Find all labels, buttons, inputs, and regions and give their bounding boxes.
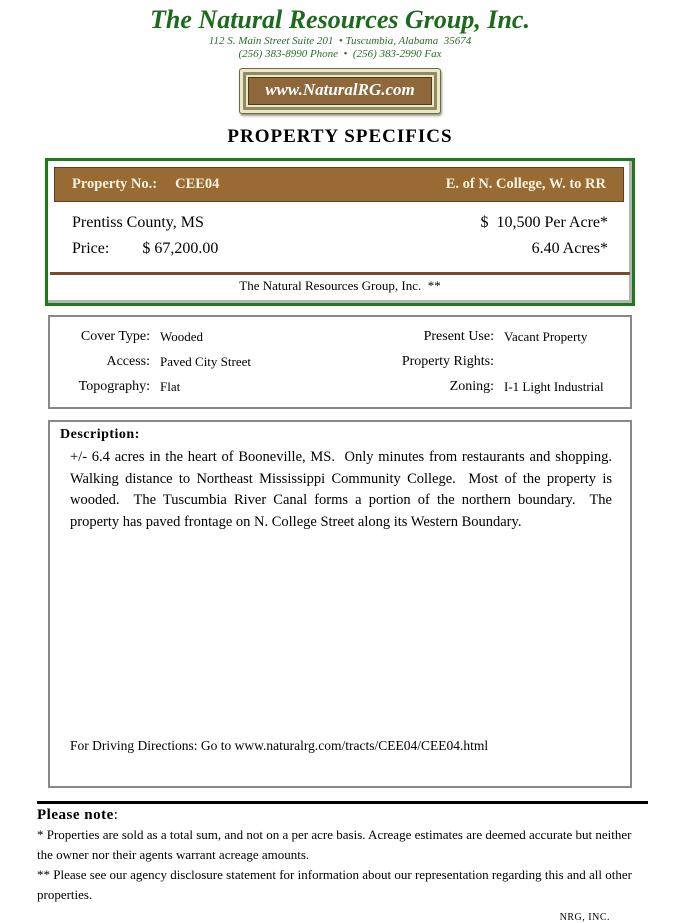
description-spacer [60, 533, 620, 738]
property-number-label: Property No.: [72, 176, 158, 192]
price-group [72, 236, 218, 262]
property-detail-rows [48, 202, 632, 266]
property-rights-label: Property Rights: [401, 354, 494, 369]
letterhead [0, 0, 680, 114]
driving-directions: For Driving Directions: Go to www.naturalrg.com/tracts/CEE04/CEE04.html [70, 738, 489, 753]
property-number-group [72, 176, 219, 193]
website-badge[interactable] [239, 68, 441, 114]
company-address: 112 S. Main Street Suite 201 • Tuscumbia, Alabama 35674 [208, 35, 472, 47]
note-double-asterisk: ** Please see our agency disclosure statement for information about our representation regarding this and all other properties. [37, 867, 632, 902]
per-acre-value: $ 10,500 Per Acre* [480, 214, 608, 231]
notes-heading [37, 807, 648, 824]
company-phone-fax: (256) 383-8990 Phone • (256) 383-2990 Fax [238, 48, 442, 60]
present-use-label: Present Use: [423, 329, 494, 344]
website-badge-wrap [0, 68, 680, 114]
notes-heading-colon: : [113, 807, 119, 823]
cover-type-label: Cover Type: [80, 329, 150, 344]
zoning-label: Zoning: [449, 379, 494, 394]
attributes-grid [58, 326, 622, 398]
access-label: Access: [106, 354, 150, 369]
notes-section [37, 801, 648, 923]
county-value: Prentiss County, MS [72, 214, 204, 231]
acres-value: 6.40 Acres* [531, 240, 608, 257]
property-box-footer: The Natural Resources Group, Inc. ** [239, 278, 441, 293]
access-value: Paved City Street [160, 354, 251, 369]
company-name: The Natural Resources Group, Inc. [150, 5, 530, 34]
description-text: +/- 6.4 acres in the heart of Booneville, MS. Only minutes from restaurants and shopping. Walking distance to Northeast Mississippi Community College. Most of the property is wooded. The Tuscumbia River Canal forms a portion of the northern boundary. The property has paved frontage on N. College Street along its Western Boundary. [70, 449, 620, 530]
cover-type-value: Wooded [160, 329, 203, 344]
brown-divider [50, 272, 630, 275]
description-box [48, 420, 632, 788]
property-location: E. of N. College, W. to RR [445, 176, 606, 192]
description-heading: Description: [60, 427, 140, 442]
website-badge-frame [243, 72, 437, 110]
property-row-county [72, 210, 608, 236]
topography-value: Flat [160, 379, 181, 394]
topography-label: Topography: [78, 379, 150, 394]
nrg-signature: NRG, INC. [559, 912, 610, 923]
property-box [45, 158, 635, 306]
notes-heading-text: Please note [37, 807, 114, 823]
price-value: $ 67,200.00 [142, 240, 219, 257]
page-title: PROPERTY SPECIFICS [227, 126, 453, 147]
property-number-value: CEE04 [175, 176, 220, 192]
note-single-asterisk: * Properties are sold as a total sum, and not on a per acre basis. Acreage estimates are deemed accurate but neither the owner nor their agents warrant acreage amounts. [37, 827, 632, 862]
price-label: Price: [72, 240, 110, 257]
property-header-bar [54, 167, 624, 202]
zoning-value: I-1 Light Industrial [504, 379, 604, 394]
attributes-box [48, 315, 632, 409]
present-use-value: Vacant Property [504, 329, 588, 344]
property-row-price [72, 236, 608, 262]
website-link[interactable]: www.NaturalRG.com [248, 77, 432, 105]
notes-divider [37, 801, 648, 804]
